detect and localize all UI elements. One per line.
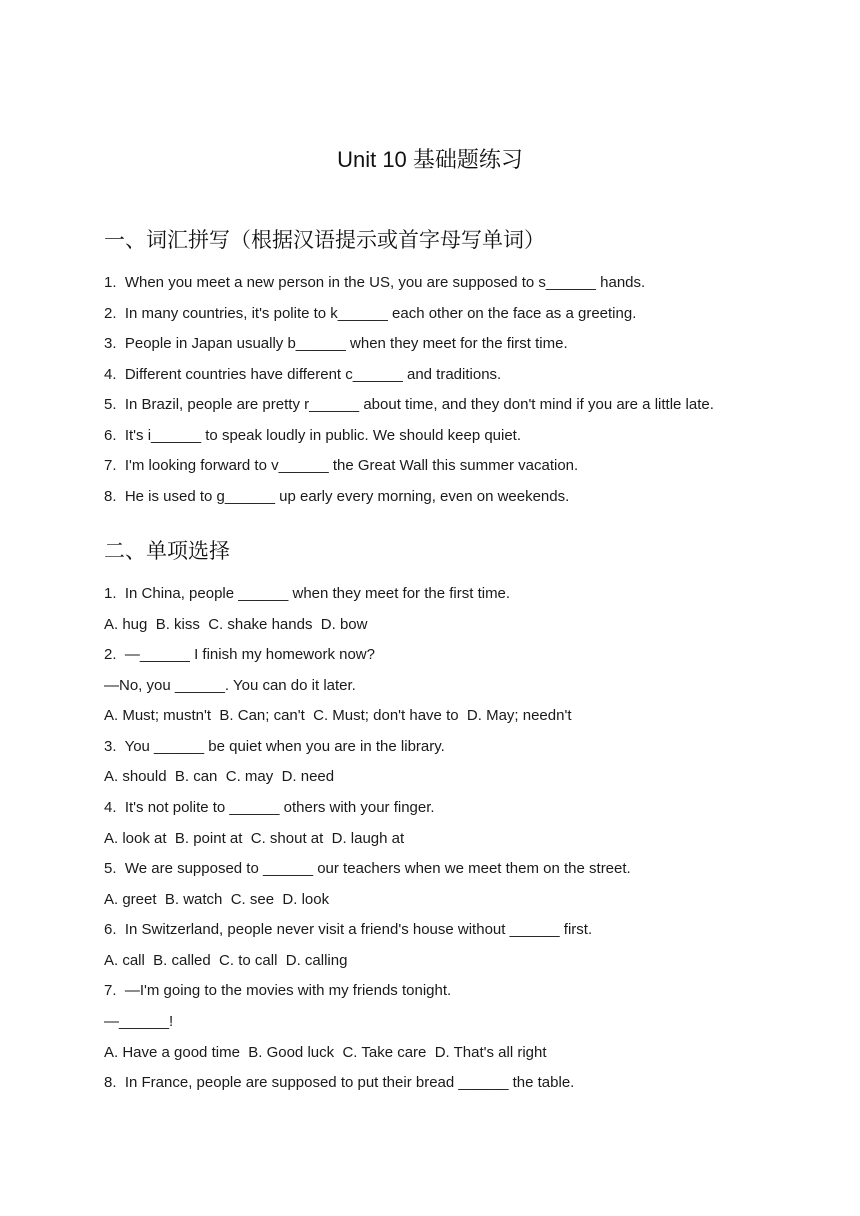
vocab-question-3: 3. People in Japan usually b______ when they meet for the first time. [104, 335, 568, 352]
mc-options-3: A. should B. can C. may D. need [104, 768, 335, 785]
mc-question-5: 5. We are supposed to ______ our teachers when we meet them on the street. [104, 860, 631, 877]
vocab-question-5: 5. In Brazil, people are pretty r______ about time, and they don't mind if you are a little late. [104, 396, 714, 413]
mc-question-7-reply: —______! [104, 1013, 174, 1030]
mc-options-6: A. call B. called C. to call D. calling [104, 952, 348, 969]
mc-question-8: 8. In France, people are supposed to put their bread ______ the table. [104, 1074, 575, 1091]
mc-question-6: 6. In Switzerland, people never visit a friend's house without ______ first. [104, 921, 593, 938]
section-heading-multiple-choice: 二、单项选择 [104, 540, 230, 563]
mc-question-3: 3. You ______ be quiet when you are in the library. [104, 738, 445, 755]
mc-options-7: A. Have a good time B. Good luck C. Take care D. That's all right [104, 1044, 547, 1061]
vocab-question-8: 8. He is used to g______ up early every morning, even on weekends. [104, 488, 570, 505]
mc-question-4: 4. It's not polite to ______ others with your finger. [104, 799, 435, 816]
mc-question-2: 2. —______ I finish my homework now? [104, 646, 375, 663]
mc-question-7: 7. —I'm going to the movies with my friends tonight. [104, 982, 452, 999]
section-heading-vocabulary: 一、词汇拼写（根据汉语提示或首字母写单词） [104, 229, 545, 252]
mc-options-1: A. hug B. kiss C. shake hands D. bow [104, 616, 368, 633]
mc-question-2-reply: —No, you ______. You can do it later. [104, 677, 356, 694]
vocab-question-2: 2. In many countries, it's polite to k______ each other on the face as a greeting. [104, 305, 637, 322]
vocab-question-4: 4. Different countries have different c______ and traditions. [104, 366, 502, 383]
mc-question-1: 1. In China, people ______ when they meet for the first time. [104, 585, 511, 602]
vocab-question-7: 7. I'm looking forward to v______ the Great Wall this summer vacation. [104, 457, 579, 474]
mc-options-5: A. greet B. watch C. see D. look [104, 891, 330, 908]
mc-options-4: A. look at B. point at C. shout at D. laugh at [104, 830, 405, 847]
vocab-question-6: 6. It's i______ to speak loudly in public. We should keep quiet. [104, 427, 522, 444]
mc-options-2: A. Must; mustn't B. Can; can't C. Must; don't have to D. May; needn't [104, 707, 572, 724]
page-title: Unit 10 基础题练习 [337, 147, 523, 172]
vocab-question-1: 1. When you meet a new person in the US, you are supposed to s______ hands. [104, 274, 646, 291]
